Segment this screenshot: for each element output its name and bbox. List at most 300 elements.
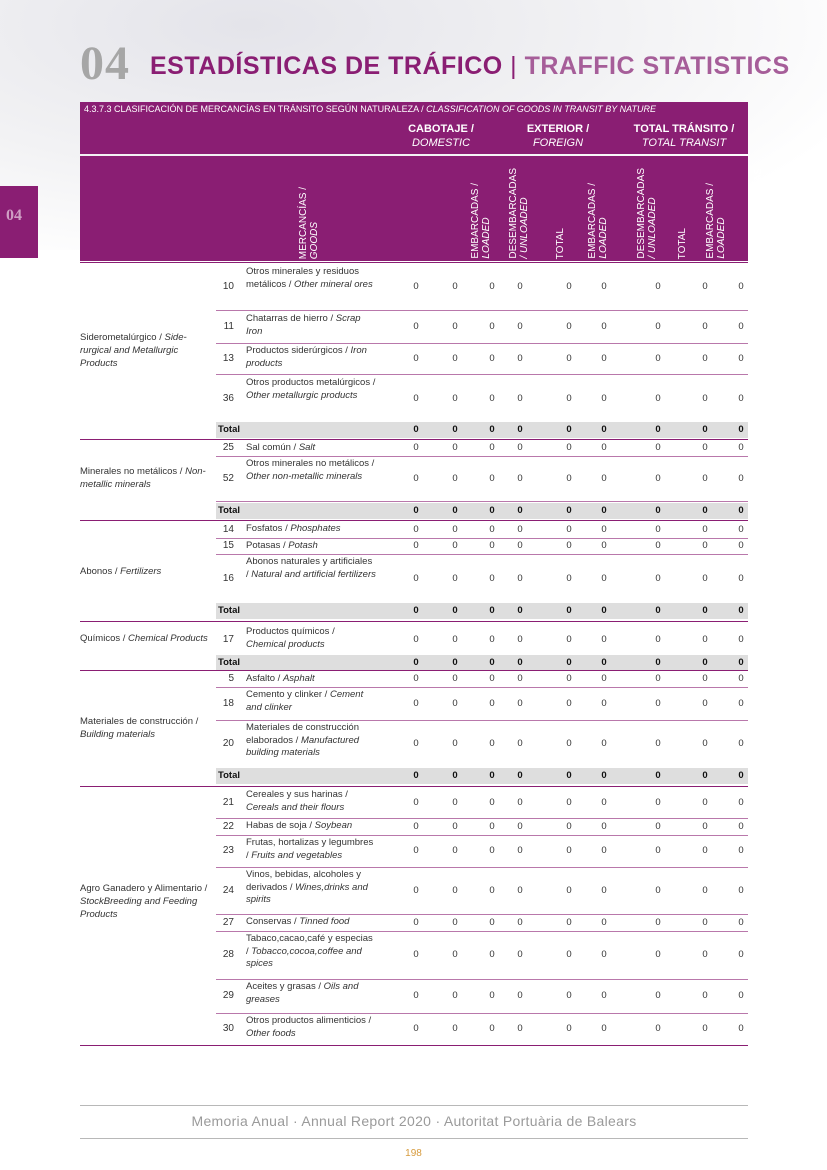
row-description: Otros productos metalúrgicos / Other metallurgic products — [246, 377, 376, 401]
total-value-8: 0 — [702, 770, 708, 781]
row-value-7: 0 — [655, 916, 661, 928]
row-value-6: 0 — [601, 673, 607, 684]
title-es: ESTADÍSTICAS DE TRÁFICO — [150, 52, 503, 80]
row-value-1: 0 — [413, 634, 419, 645]
total-row — [216, 422, 748, 438]
total-value-1: 0 — [413, 605, 419, 616]
row-description: Potasas / Potash — [246, 540, 318, 551]
row-value-8: 0 — [702, 738, 708, 749]
total-value-6: 0 — [601, 505, 607, 516]
row-value-9: 0 — [738, 673, 744, 684]
row-value-3: 0 — [489, 281, 495, 292]
row-value-3: 0 — [489, 990, 495, 1001]
row-value-6: 0 — [601, 820, 607, 832]
row-value-2: 0 — [452, 884, 458, 896]
row-value-1: 0 — [413, 697, 419, 709]
total-row — [216, 655, 748, 671]
total-value-8: 0 — [702, 424, 708, 435]
total-value-9: 0 — [738, 505, 744, 516]
column-header-goods: MERCANCÍAS / GOODS — [298, 186, 320, 259]
total-value-9: 0 — [738, 770, 744, 781]
row-value-1: 0 — [413, 321, 419, 332]
total-value-7: 0 — [655, 505, 661, 516]
total-value-5: 0 — [566, 770, 572, 781]
total-value-2: 0 — [452, 605, 458, 616]
row-value-9: 0 — [738, 820, 744, 832]
total-row — [216, 503, 748, 519]
section-title-es: 4.3.7.3 CLASIFICACIÓN DE MERCANCÍAS EN TRÁNSITO SEGÚN NATURALEZA / — [84, 104, 427, 114]
row-value-6: 0 — [601, 392, 607, 404]
row-value-1: 0 — [413, 523, 419, 535]
total-row — [216, 603, 748, 619]
row-value-5: 0 — [566, 572, 572, 584]
total-value-1: 0 — [413, 770, 419, 781]
row-divider — [216, 343, 748, 344]
row-value-9: 0 — [738, 845, 744, 856]
row-value-7: 0 — [655, 523, 661, 535]
row-value-2: 0 — [452, 321, 458, 332]
column-header-3: TOTAL — [555, 227, 566, 259]
row-value-5: 0 — [566, 540, 572, 551]
total-value-9: 0 — [738, 605, 744, 616]
total-value-3: 0 — [489, 605, 495, 616]
group-divider — [80, 786, 748, 787]
total-row — [216, 768, 748, 784]
row-value-7: 0 — [655, 1023, 661, 1034]
row-value-3: 0 — [489, 523, 495, 535]
row-value-4: 0 — [517, 673, 523, 684]
row-divider — [216, 538, 748, 539]
group-total-es: TOTAL TRÁNSITO / — [633, 123, 735, 135]
row-code: 5 — [228, 673, 234, 684]
row-group-label: Siderometalúrgico / Side-rurgical and Metallurgic Products — [80, 332, 187, 369]
group-foreign-es: EXTERIOR / — [526, 123, 590, 135]
row-code: 10 — [222, 281, 234, 292]
row-value-3: 0 — [489, 392, 495, 404]
total-value-1: 0 — [413, 657, 419, 668]
row-divider — [216, 554, 748, 555]
row-description: Tabaco,cacao,café y especias / Tobacco,cocoa,coffee and spices — [246, 933, 373, 969]
row-value-1: 0 — [413, 738, 419, 749]
row-value-3: 0 — [489, 796, 495, 808]
row-group-label: Abonos / Fertilizers — [80, 566, 162, 577]
total-value-5: 0 — [566, 605, 572, 616]
row-value-6: 0 — [601, 523, 607, 535]
row-code: 13 — [222, 352, 234, 364]
total-value-2: 0 — [452, 770, 458, 781]
row-value-4: 0 — [517, 949, 523, 960]
row-value-7: 0 — [655, 472, 661, 484]
total-value-1: 0 — [413, 505, 419, 516]
row-value-9: 0 — [738, 884, 744, 896]
row-value-1: 0 — [413, 796, 419, 808]
row-description: Aceites y grasas / Oils and greases — [246, 981, 359, 1005]
row-value-6: 0 — [601, 281, 607, 292]
row-divider — [216, 867, 748, 868]
section-title-en: CLASSIFICATION OF GOODS IN TRANSIT BY NATURE — [426, 104, 656, 114]
row-group-label: Químicos / Chemical Products — [80, 633, 208, 644]
row-value-1: 0 — [413, 990, 419, 1001]
section-title-bar — [80, 102, 748, 117]
row-value-7: 0 — [655, 442, 661, 453]
total-value-2: 0 — [452, 657, 458, 668]
row-value-6: 0 — [601, 796, 607, 808]
group-divider — [80, 621, 748, 622]
row-divider — [216, 374, 748, 375]
row-description: Cereales y sus harinas / Cereals and their flours — [246, 789, 348, 813]
row-value-4: 0 — [517, 352, 523, 364]
row-value-5: 0 — [566, 523, 572, 535]
group-domestic-es: CABOTAJE / — [408, 123, 474, 135]
row-value-8: 0 — [702, 392, 708, 404]
row-description: Otros minerales y residuos metálicos / Other mineral ores — [246, 266, 373, 290]
row-description: Conservas / Tinned food — [246, 916, 350, 927]
row-description: Otros minerales no metálicos / Other non-metallic minerals — [246, 458, 375, 482]
group-foreign — [515, 122, 601, 150]
column-header-6: TOTAL — [677, 227, 688, 259]
total-value-2: 0 — [452, 424, 458, 435]
row-value-2: 0 — [452, 738, 458, 749]
row-divider — [216, 687, 748, 688]
row-value-1: 0 — [413, 820, 419, 832]
row-value-8: 0 — [702, 673, 708, 684]
total-value-3: 0 — [489, 505, 495, 516]
row-value-4: 0 — [517, 916, 523, 928]
column-header-8: DESEMBARCADAS / UNLOADED — [753, 168, 775, 259]
page-number: 198 — [405, 1148, 422, 1159]
row-value-7: 0 — [655, 697, 661, 709]
row-value-8: 0 — [702, 796, 708, 808]
row-value-6: 0 — [601, 916, 607, 928]
row-value-5: 0 — [566, 990, 572, 1001]
total-value-7: 0 — [655, 770, 661, 781]
row-description: Materiales de construcción elaborados / Manufactured building materials — [246, 722, 360, 758]
row-description: Fosfatos / Phosphates — [246, 523, 341, 534]
row-value-9: 0 — [738, 572, 744, 584]
row-group-label: Materiales de construcción / Building materials — [80, 716, 199, 740]
row-value-7: 0 — [655, 392, 661, 404]
row-group-label: Agro Ganadero y Alimentario / StockBreeding and Feeding Products — [80, 883, 208, 920]
total-value-4: 0 — [517, 505, 523, 516]
total-value-6: 0 — [601, 657, 607, 668]
row-value-1: 0 — [413, 884, 419, 896]
row-value-7: 0 — [655, 738, 661, 749]
row-code: 21 — [222, 796, 234, 808]
row-value-6: 0 — [601, 634, 607, 645]
row-value-3: 0 — [489, 540, 495, 551]
row-value-1: 0 — [413, 392, 419, 404]
row-value-1: 0 — [413, 540, 419, 551]
row-value-3: 0 — [489, 352, 495, 364]
row-value-3: 0 — [489, 321, 495, 332]
row-value-8: 0 — [702, 697, 708, 709]
row-value-2: 0 — [452, 949, 458, 960]
row-description: Asfalto / Asphalt — [246, 673, 315, 684]
row-divider — [216, 931, 748, 932]
group-divider — [80, 670, 748, 671]
row-description: Sal común / Salt — [246, 442, 316, 453]
row-code: 11 — [223, 321, 234, 332]
row-description: Abonos naturales y artificiales / Natural and artificial fertilizers — [246, 556, 376, 580]
row-value-4: 0 — [517, 321, 523, 332]
row-value-7: 0 — [655, 673, 661, 684]
row-value-2: 0 — [452, 572, 458, 584]
row-divider — [216, 979, 748, 980]
row-value-2: 0 — [452, 352, 458, 364]
total-value-4: 0 — [517, 424, 523, 435]
row-value-9: 0 — [738, 949, 744, 960]
row-value-8: 0 — [702, 845, 708, 856]
row-value-8: 0 — [702, 321, 708, 332]
row-value-4: 0 — [517, 697, 523, 709]
row-value-5: 0 — [566, 392, 572, 404]
row-description: Productos químicos / Chemical products — [246, 626, 335, 650]
row-code: 17 — [222, 634, 234, 645]
row-divider — [216, 1013, 748, 1014]
row-value-3: 0 — [489, 1023, 495, 1034]
total-value-1: 0 — [413, 424, 419, 435]
column-header-4: EMBARCADAS / LOADED — [587, 183, 609, 259]
row-value-7: 0 — [655, 990, 661, 1001]
row-value-1: 0 — [413, 949, 419, 960]
row-value-1: 0 — [413, 442, 419, 453]
row-value-5: 0 — [566, 884, 572, 896]
row-value-7: 0 — [655, 796, 661, 808]
row-value-8: 0 — [702, 884, 708, 896]
row-value-2: 0 — [452, 990, 458, 1001]
row-value-2: 0 — [452, 634, 458, 645]
row-value-1: 0 — [413, 1023, 419, 1034]
row-value-1: 0 — [413, 572, 419, 584]
column-header-row — [80, 156, 814, 261]
row-value-6: 0 — [601, 442, 607, 453]
row-divider — [216, 501, 748, 502]
row-value-2: 0 — [452, 796, 458, 808]
row-value-5: 0 — [566, 820, 572, 832]
row-divider — [216, 310, 748, 311]
footer-text: Memoria Anual · Annual Report 2020 · Autoritat Portuària de Balears — [191, 1113, 637, 1129]
row-value-8: 0 — [702, 949, 708, 960]
column-header-9: TOTAL — [803, 227, 814, 259]
row-value-3: 0 — [489, 572, 495, 584]
row-code: 15 — [222, 540, 234, 551]
row-code: 29 — [222, 990, 234, 1001]
column-header-1: EMBARCADAS / LOADED — [470, 183, 492, 259]
row-value-6: 0 — [601, 949, 607, 960]
row-value-1: 0 — [413, 352, 419, 364]
total-value-5: 0 — [566, 657, 572, 668]
group-total-en: TOTAL TRANSIT — [641, 137, 727, 149]
row-value-9: 0 — [738, 442, 744, 453]
row-description: Habas de soja / Soybean — [246, 820, 353, 831]
total-label: Total — [218, 605, 240, 616]
total-value-4: 0 — [517, 657, 523, 668]
row-value-8: 0 — [702, 523, 708, 535]
row-value-1: 0 — [413, 472, 419, 484]
row-value-1: 0 — [413, 845, 419, 856]
row-value-9: 0 — [738, 392, 744, 404]
row-description: Otros productos alimenticios / Other foods — [246, 1015, 372, 1039]
row-value-8: 0 — [702, 916, 708, 928]
row-value-9: 0 — [738, 321, 744, 332]
row-value-3: 0 — [489, 845, 495, 856]
row-divider — [216, 456, 748, 457]
column-header-2: DESEMBARCADAS / UNLOADED — [508, 168, 530, 259]
row-value-2: 0 — [452, 820, 458, 832]
group-divider — [80, 1045, 748, 1046]
total-value-7: 0 — [655, 657, 661, 668]
row-code: 16 — [222, 572, 234, 584]
row-value-1: 0 — [413, 916, 419, 928]
group-domestic-en: DOMESTIC — [411, 137, 471, 149]
row-value-7: 0 — [655, 949, 661, 960]
total-value-2: 0 — [452, 505, 458, 516]
row-value-5: 0 — [566, 697, 572, 709]
row-value-4: 0 — [517, 820, 523, 832]
row-value-8: 0 — [702, 352, 708, 364]
row-code: 23 — [222, 845, 234, 856]
row-value-6: 0 — [601, 738, 607, 749]
row-value-7: 0 — [655, 540, 661, 551]
row-value-2: 0 — [452, 523, 458, 535]
row-value-2: 0 — [452, 472, 458, 484]
row-value-2: 0 — [452, 281, 458, 292]
row-code: 14 — [222, 523, 234, 535]
total-value-9: 0 — [738, 657, 744, 668]
row-value-5: 0 — [566, 949, 572, 960]
row-value-7: 0 — [655, 820, 661, 832]
total-value-4: 0 — [517, 605, 523, 616]
row-value-9: 0 — [738, 796, 744, 808]
row-divider — [216, 818, 748, 819]
total-value-5: 0 — [566, 424, 572, 435]
row-value-6: 0 — [601, 697, 607, 709]
side-tab-label: 04 — [6, 207, 22, 224]
row-value-5: 0 — [566, 673, 572, 684]
footer-divider-bottom — [80, 1138, 748, 1139]
row-code: 18 — [222, 697, 234, 709]
row-value-8: 0 — [702, 281, 708, 292]
group-foreign-en: FOREIGN — [532, 137, 584, 149]
row-value-5: 0 — [566, 634, 572, 645]
row-value-7: 0 — [655, 884, 661, 896]
group-domestic — [398, 122, 484, 150]
row-value-4: 0 — [517, 634, 523, 645]
row-value-5: 0 — [566, 916, 572, 928]
row-value-3: 0 — [489, 884, 495, 896]
total-value-6: 0 — [601, 770, 607, 781]
row-code: 52 — [222, 472, 234, 484]
row-value-2: 0 — [452, 845, 458, 856]
total-label: Total — [218, 424, 240, 435]
row-value-2: 0 — [452, 392, 458, 404]
row-description: Vinos, bebidas, alcoholes y derivados / Wines,drinks and spirits — [246, 869, 368, 905]
row-value-7: 0 — [655, 572, 661, 584]
row-value-6: 0 — [601, 352, 607, 364]
row-value-3: 0 — [489, 949, 495, 960]
row-description: Productos siderúrgicos / Iron products — [246, 345, 367, 369]
row-value-4: 0 — [517, 845, 523, 856]
column-header-7: EMBARCADAS / LOADED — [705, 183, 727, 259]
total-value-7: 0 — [655, 424, 661, 435]
row-value-4: 0 — [517, 281, 523, 292]
row-value-3: 0 — [489, 472, 495, 484]
footer-divider-top — [80, 1105, 748, 1106]
total-label: Total — [218, 505, 240, 516]
row-value-4: 0 — [517, 884, 523, 896]
row-value-5: 0 — [566, 472, 572, 484]
row-code: 28 — [222, 949, 234, 960]
row-divider — [216, 720, 748, 721]
title-en: TRAFFIC STATISTICS — [524, 52, 790, 80]
row-value-4: 0 — [517, 1023, 523, 1034]
row-value-5: 0 — [566, 352, 572, 364]
row-divider — [216, 835, 748, 836]
total-label: Total — [218, 770, 240, 781]
total-value-8: 0 — [702, 605, 708, 616]
row-group-label: Minerales no metálicos / Non-metallic minerals — [80, 466, 206, 490]
row-value-4: 0 — [517, 523, 523, 535]
row-value-2: 0 — [452, 697, 458, 709]
row-value-4: 0 — [517, 738, 523, 749]
row-value-6: 0 — [601, 321, 607, 332]
column-group-header — [80, 117, 748, 154]
row-value-3: 0 — [489, 916, 495, 928]
page-title — [150, 52, 790, 81]
row-code: 27 — [222, 916, 234, 928]
row-value-1: 0 — [413, 673, 419, 684]
row-divider — [216, 914, 748, 915]
row-code: 25 — [222, 442, 234, 453]
table-top-divider — [80, 262, 748, 263]
row-value-2: 0 — [452, 540, 458, 551]
row-value-3: 0 — [489, 673, 495, 684]
row-value-6: 0 — [601, 572, 607, 584]
total-value-8: 0 — [702, 505, 708, 516]
row-value-6: 0 — [601, 845, 607, 856]
total-value-7: 0 — [655, 605, 661, 616]
row-value-9: 0 — [738, 472, 744, 484]
row-value-4: 0 — [517, 990, 523, 1001]
total-label: Total — [218, 657, 240, 668]
row-value-3: 0 — [489, 442, 495, 453]
row-value-8: 0 — [702, 820, 708, 832]
row-value-3: 0 — [489, 820, 495, 832]
row-value-4: 0 — [517, 472, 523, 484]
row-value-5: 0 — [566, 442, 572, 453]
row-value-9: 0 — [738, 634, 744, 645]
row-value-5: 0 — [566, 796, 572, 808]
row-value-6: 0 — [601, 472, 607, 484]
row-value-8: 0 — [702, 990, 708, 1001]
row-value-3: 0 — [489, 738, 495, 749]
row-code: 20 — [222, 738, 234, 749]
row-description: Frutas, hortalizas y legumbres / Fruits and vegetables — [246, 837, 374, 861]
row-value-9: 0 — [738, 990, 744, 1001]
row-value-2: 0 — [452, 916, 458, 928]
row-description: Cemento y clinker / Cement and clinker — [246, 689, 364, 713]
row-value-3: 0 — [489, 697, 495, 709]
row-value-8: 0 — [702, 634, 708, 645]
row-value-6: 0 — [601, 1023, 607, 1034]
row-value-7: 0 — [655, 634, 661, 645]
row-value-7: 0 — [655, 321, 661, 332]
row-value-2: 0 — [452, 442, 458, 453]
group-divider — [80, 520, 748, 521]
row-value-9: 0 — [738, 1023, 744, 1034]
row-value-9: 0 — [738, 540, 744, 551]
row-value-5: 0 — [566, 1023, 572, 1034]
